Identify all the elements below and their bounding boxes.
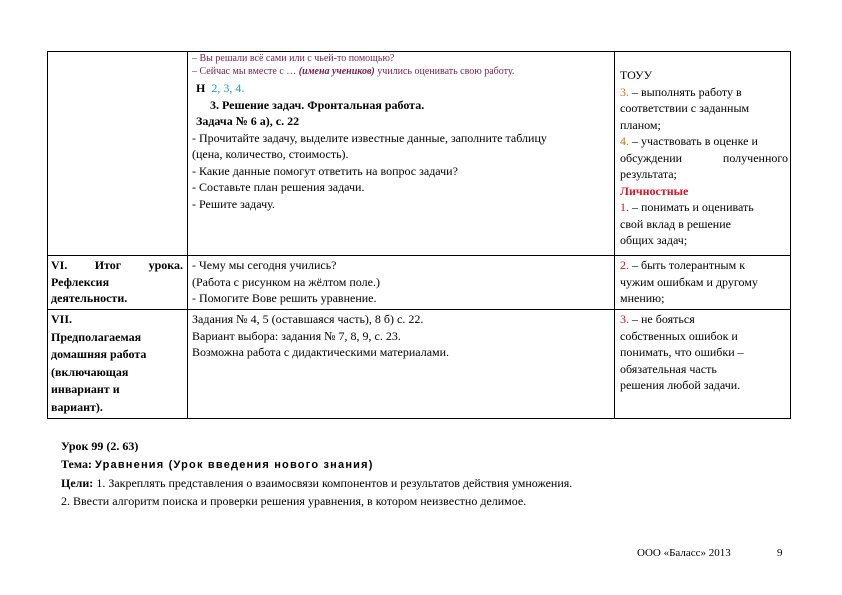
row2-middle-cell bbox=[192, 257, 612, 307]
instruction-line: - Решите задачу. bbox=[192, 196, 275, 211]
h-line bbox=[192, 80, 612, 97]
homework-line: Задания № 4, 5 (оставшаяся часть), 8 б) с. 22. bbox=[192, 312, 424, 326]
skill-item bbox=[620, 257, 788, 274]
skill-item bbox=[620, 311, 788, 328]
row3-left-cell bbox=[51, 311, 183, 416]
item-number: 3. bbox=[620, 84, 629, 99]
stage-title: деятельности. bbox=[51, 291, 128, 305]
instruction-line: - Какие данные помогут ответить на вопрос задачи? bbox=[192, 163, 458, 178]
skill-item bbox=[620, 84, 788, 101]
row3-right-cell bbox=[620, 311, 788, 394]
goals-label: Цели: bbox=[61, 476, 94, 490]
goal-1: 1. Закреплять представления о взаимосвязи компонентов и результатов действия умножения. bbox=[96, 476, 573, 490]
topic-label: Тема: bbox=[61, 457, 92, 471]
table-border-left bbox=[47, 51, 48, 419]
summary-line: (Работа с рисунком на жёлтом поле.) bbox=[192, 274, 380, 289]
skill-item-cont: результата; bbox=[620, 167, 677, 181]
row2-right-cell bbox=[620, 257, 788, 307]
section-title: 3. Решение задач. Фронтальная работа. bbox=[210, 97, 425, 112]
row1-right-cell bbox=[620, 67, 788, 249]
skill-item-cont: общих задач; bbox=[620, 233, 688, 247]
item-number: 3. bbox=[620, 312, 629, 326]
toyy-heading: ТОУУ bbox=[620, 68, 653, 82]
statement-suffix: учились оценивать свою работу. bbox=[377, 65, 515, 77]
reflection-question: – Вы решали всё сами или с чьей-то помощью? bbox=[192, 53, 395, 64]
lesson-title: Урок 99 (2. 63) bbox=[61, 439, 139, 453]
personal-heading: Личностные bbox=[620, 183, 689, 198]
topic-text: Уравнения (Урок введения нового знания) bbox=[94, 459, 374, 471]
statement-italic: (имена учеников) bbox=[298, 65, 375, 77]
stage-title: Предполагаемая bbox=[51, 329, 142, 344]
skill-item-cont: обсуждении полученного bbox=[620, 150, 788, 165]
item-text: – не бояться bbox=[632, 312, 695, 326]
homework-line: Возможна работа с дидактическими материалами. bbox=[192, 345, 450, 359]
stage-title: (включающая bbox=[51, 364, 129, 379]
row-divider bbox=[47, 255, 791, 256]
skill-item-cont: соответствии с заданным bbox=[620, 101, 750, 115]
instruction-line: - Составьте план решения задачи. bbox=[192, 180, 365, 194]
homework-line: Вариант выбора: задания № 7, 8, 9, с. 23. bbox=[192, 328, 401, 343]
stage-title: VI. Итог урока. bbox=[51, 258, 183, 272]
skill-item-cont: планом; bbox=[620, 117, 661, 132]
goal-2: 2. Ввести алгоритм поиска и проверки решения уравнения, в котором неизвестно делимое. bbox=[61, 494, 527, 508]
item-text: – выполнять работу в bbox=[632, 84, 742, 99]
item-text: – участвовать в оценке и bbox=[632, 134, 758, 148]
row3-middle-cell bbox=[192, 311, 612, 361]
item-text: – быть толерантным к bbox=[632, 258, 746, 272]
task-reference: Задача № 6 а), с. 22 bbox=[196, 114, 300, 128]
table-border-bottom bbox=[47, 418, 791, 419]
instruction-line: (цена, количество, стоимость). bbox=[192, 147, 349, 161]
reflection-statement bbox=[192, 66, 612, 79]
skill-item-cont: чужим ошибкам и другому bbox=[620, 274, 758, 289]
row2-left-cell bbox=[51, 257, 183, 307]
stage-title: домашняя работа bbox=[51, 347, 147, 361]
item-number: 1. bbox=[620, 200, 629, 214]
skill-item bbox=[620, 199, 788, 216]
skill-item-cont: понимать, что ошибки – bbox=[620, 345, 744, 359]
summary-line: - Помогите Вове решить уравнение. bbox=[192, 291, 377, 305]
lesson-topic bbox=[61, 455, 781, 474]
skill-item bbox=[620, 133, 788, 150]
lesson-goals bbox=[61, 474, 781, 492]
stage-title: инвариант и bbox=[51, 382, 120, 396]
page-number: 9 bbox=[777, 547, 783, 559]
lesson-header bbox=[61, 437, 781, 510]
skill-item-cont: обязательная часть bbox=[620, 361, 717, 376]
table-border-right bbox=[790, 51, 791, 419]
item-number: 2. bbox=[620, 258, 629, 272]
item-number: 4. bbox=[620, 134, 629, 148]
h-numbers: 2, 3, 4. bbox=[211, 81, 245, 95]
row1-middle-cell bbox=[192, 53, 612, 212]
instruction-line: - Прочитайте задачу, выделите известные данные, заполните таблицу bbox=[192, 130, 547, 145]
skill-item-cont: собственных ошибок и bbox=[620, 328, 738, 343]
row-divider bbox=[47, 309, 791, 310]
stage-title: VII. bbox=[51, 312, 73, 326]
table-border-top bbox=[47, 51, 791, 52]
item-text: – понимать и оценивать bbox=[632, 200, 754, 214]
publisher-footer: ООО «Баласс» 2013 bbox=[637, 547, 731, 559]
skill-item-cont: свой вклад в решение bbox=[620, 216, 731, 231]
h-label: Н bbox=[196, 81, 206, 95]
lesson-table bbox=[47, 51, 791, 419]
column-divider bbox=[614, 51, 615, 419]
stage-title: вариант). bbox=[51, 399, 103, 414]
skill-item-cont: решения любой задачи. bbox=[620, 378, 741, 392]
column-divider bbox=[187, 51, 188, 419]
statement-prefix: – Сейчас мы вместе с … bbox=[192, 65, 297, 77]
skill-item-cont: мнению; bbox=[620, 291, 665, 305]
summary-line: - Чему мы сегодня учились? bbox=[192, 258, 337, 272]
stage-title: Рефлексия bbox=[51, 274, 110, 289]
